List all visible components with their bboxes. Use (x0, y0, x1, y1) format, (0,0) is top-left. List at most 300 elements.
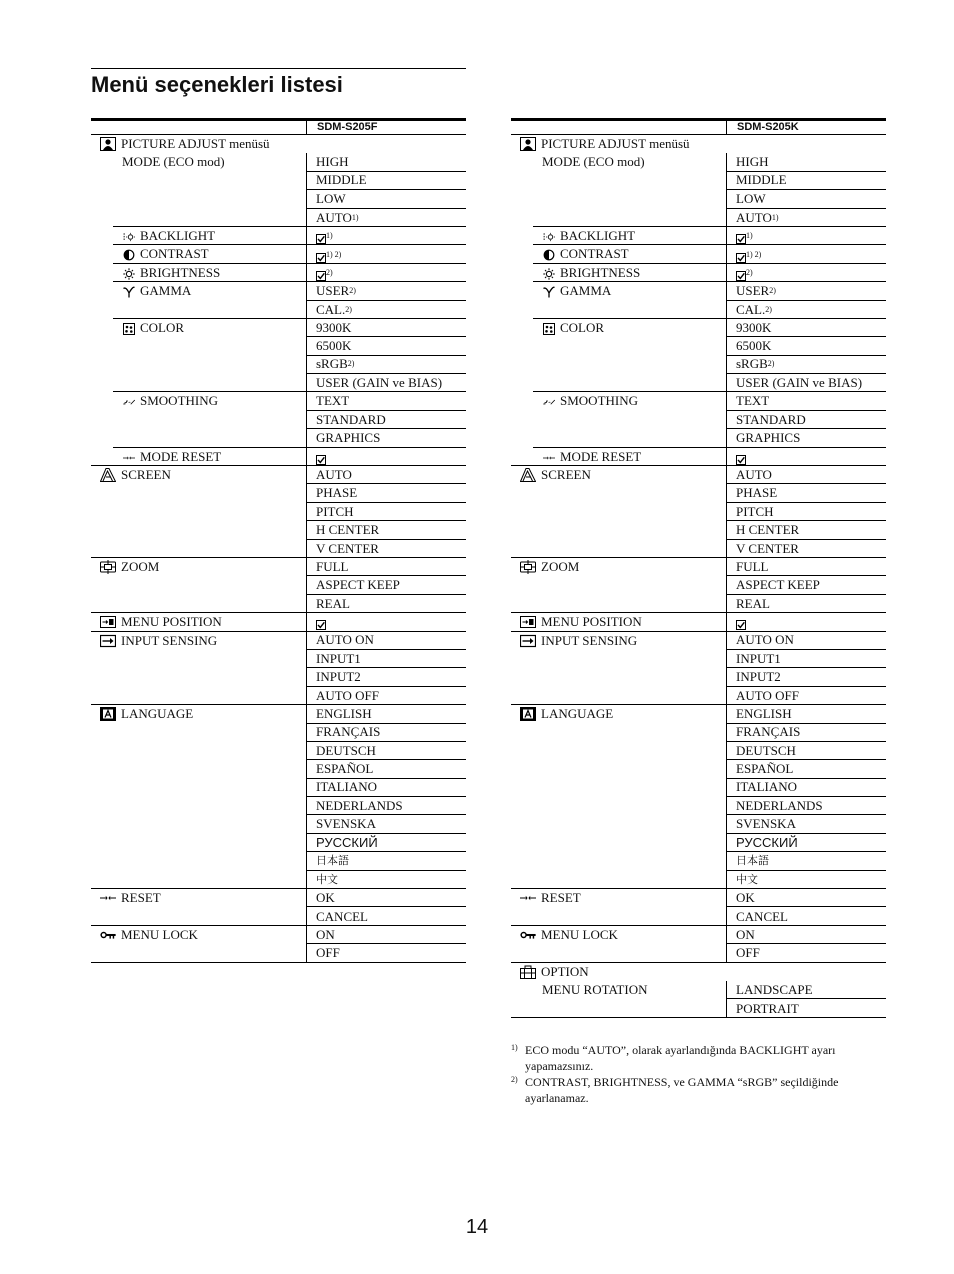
option-text: STANDARD (736, 411, 806, 427)
menu-item-label (520, 632, 637, 650)
option-text: ESPAÑOL (736, 760, 794, 776)
option-text: ENGLISH (316, 705, 372, 721)
option-value (726, 337, 886, 355)
menu-row-zoom (91, 576, 466, 594)
menu-row-language (511, 779, 886, 797)
menu-row-language (511, 871, 886, 889)
menu-row-language (511, 815, 886, 833)
option-value (306, 172, 466, 190)
option-value (726, 613, 886, 631)
option-icon (520, 965, 536, 979)
menu-item-label (543, 319, 604, 337)
option-value (726, 429, 886, 447)
option-value: CAL. 2) (306, 301, 466, 319)
menu-item-label (543, 282, 611, 300)
footnote-text: ECO modu “AUTO”, olarak ayarlandığında BACKLIGHT ayarı yapamazsınız. (525, 1043, 836, 1073)
option-text: FULL (736, 558, 769, 574)
menu-row-reset (91, 889, 466, 907)
menu-item-label (542, 153, 645, 171)
option-value: 1) (726, 227, 886, 245)
menu-item-label (520, 705, 613, 723)
menu-row-brightness (511, 264, 886, 282)
menu-row-screen (91, 521, 466, 539)
option-value (306, 484, 466, 502)
menu-row-language (91, 742, 466, 760)
menu-row-screen (91, 540, 466, 558)
menu-row-smoothing (91, 392, 466, 410)
checkbox-icon (316, 268, 326, 278)
model-name: SDM-S205F (306, 121, 378, 134)
menu-item-text: LANGUAGE (121, 706, 194, 722)
option-value (306, 521, 466, 539)
menu-item-label (123, 282, 191, 300)
option-value (726, 944, 886, 962)
menu-item-text: RESET (121, 890, 161, 906)
menu-row-mode-eco-mod (511, 190, 886, 208)
menu-row-menu-rotation (511, 999, 886, 1017)
menu-item-label (100, 135, 270, 153)
menu-item-label (100, 632, 217, 650)
option-text: ASPECT KEEP (736, 577, 820, 593)
menu-item-text: MENU ROTATION (542, 981, 648, 997)
menu-row-screen (91, 466, 466, 484)
option-value (726, 576, 886, 594)
menu-item-label (123, 392, 218, 410)
menu-item-text: GAMMA (560, 283, 612, 299)
menu-row-color (91, 319, 466, 337)
menu-row-input-sensing (91, 632, 466, 650)
option-text: LANDSCAPE (736, 981, 813, 997)
option-value (306, 576, 466, 594)
option-text: PITCH (736, 503, 774, 519)
option-value (306, 650, 466, 668)
option-value (306, 815, 466, 833)
menu-item-text: COLOR (560, 319, 605, 335)
menu-item-label (543, 448, 641, 466)
option-text: LOW (316, 190, 346, 206)
menu-row-menu-rotation (511, 981, 886, 999)
language-icon (100, 707, 116, 721)
menu-item-text: MENU POSITION (541, 614, 642, 630)
menu-item-label (123, 448, 221, 466)
option-value (306, 540, 466, 558)
gamma-icon (543, 285, 555, 297)
menu-item-label (543, 245, 629, 263)
option-value (726, 595, 886, 613)
menu-row-picture-adjust-men-s (91, 135, 466, 153)
menu-row-language (511, 724, 886, 742)
menu-row-mode-eco-mod (511, 153, 886, 171)
menu-row-language (511, 834, 886, 852)
checkbox-icon (736, 250, 746, 260)
option-value (306, 558, 466, 576)
menu-row-mode-eco-mod (91, 190, 466, 208)
menu-row-menu-position (511, 613, 886, 631)
option-text: HIGH (736, 154, 769, 170)
checkbox-icon (316, 452, 326, 462)
menu-item-text: MODE RESET (560, 448, 642, 464)
menu-item-text: COLOR (140, 319, 185, 335)
screen-icon (520, 468, 536, 482)
reset-icon (543, 451, 555, 463)
menu-row-language (91, 852, 466, 870)
menu-item-text: CONTRAST (140, 246, 209, 262)
menu-item-text: MODE RESET (140, 448, 222, 464)
option-text: USER (GAIN ve BIAS) (316, 375, 443, 391)
option-value (306, 392, 466, 410)
menu-item-text: RESET (541, 890, 581, 906)
color-icon (543, 322, 555, 334)
footnote (511, 1074, 886, 1106)
menu-row-smoothing (91, 411, 466, 429)
menu-row-gamma (511, 301, 886, 319)
option-value (726, 724, 886, 742)
option-value (306, 797, 466, 815)
option-text: CANCEL (316, 908, 368, 924)
menu-item-label (543, 264, 640, 282)
option-text: FRANÇAIS (736, 724, 801, 740)
option-text: PITCH (316, 503, 354, 519)
menu-row-color (511, 374, 886, 392)
menu-item-text: SCREEN (541, 467, 591, 483)
key-icon (520, 928, 536, 942)
menu-row-language (91, 871, 466, 889)
menu-item-label (543, 392, 638, 410)
option-text: AUTO (316, 466, 352, 482)
menu-row-language (91, 705, 466, 723)
option-value: 1) 2) (726, 245, 886, 263)
option-text: 日本語 (736, 853, 769, 867)
option-value (726, 172, 886, 190)
menu-item-text: GAMMA (140, 283, 192, 299)
option-value (726, 797, 886, 815)
input-sensing-icon (100, 634, 116, 648)
option-text: 9300K (736, 319, 772, 335)
menu-row-reset (511, 889, 886, 907)
menu-row-gamma (91, 301, 466, 319)
menu-row-mode-eco-mod (511, 209, 886, 227)
option-value: 1) 2) (306, 245, 466, 263)
option-value (306, 834, 466, 852)
option-text: H CENTER (736, 521, 800, 537)
reset-icon (123, 451, 135, 463)
menu-position-icon (520, 615, 536, 629)
menu-row-smoothing (91, 429, 466, 447)
option-value (726, 632, 886, 650)
menu-item-text: ZOOM (121, 558, 160, 574)
menu-row-contrast (91, 245, 466, 263)
menu-row-color (511, 319, 886, 337)
footnote-mark: 2) (511, 1075, 518, 1084)
menu-row-screen (91, 503, 466, 521)
option-value (726, 852, 886, 870)
zoom-icon (520, 560, 536, 574)
option-value (726, 374, 886, 392)
menu-row-language (511, 797, 886, 815)
menu-item-text: SCREEN (121, 467, 171, 483)
menu-item-text: BACKLIGHT (140, 227, 216, 243)
checkbox-icon (736, 268, 746, 278)
option-text: РУССКИЙ (736, 834, 798, 850)
menu-item-text: MODE (ECO mod) (542, 154, 645, 170)
option-value (726, 466, 886, 484)
contrast-icon (123, 248, 135, 260)
option-value (726, 981, 886, 999)
option-text: INPUT1 (736, 650, 781, 666)
option-value (726, 411, 886, 429)
menu-row-language (91, 760, 466, 778)
menu-row-picture-adjust-men-s (511, 135, 886, 153)
option-text: sRGB (316, 356, 348, 372)
menu-item-text: ZOOM (541, 558, 580, 574)
picture-icon (100, 137, 116, 151)
option-text: AUTO (736, 466, 772, 482)
option-value (306, 742, 466, 760)
option-value (306, 705, 466, 723)
menu-row-zoom (511, 595, 886, 613)
table-header (511, 118, 886, 135)
checkbox-icon (316, 617, 326, 627)
option-value (306, 668, 466, 686)
input-sensing-icon (520, 634, 536, 648)
option-text: TEXT (316, 393, 350, 409)
option-text: USER (736, 282, 770, 298)
option-value (726, 668, 886, 686)
option-value (306, 760, 466, 778)
menu-item-label (543, 227, 635, 245)
option-text: USER (316, 282, 350, 298)
language-icon (520, 707, 536, 721)
option-value (726, 742, 886, 760)
option-value: AUTO 1) (306, 209, 466, 227)
menu-row-screen (511, 466, 886, 484)
option-value (726, 558, 886, 576)
menu-item-text: PICTURE ADJUST menüsü (121, 136, 270, 151)
option-text: TEXT (736, 393, 770, 409)
menu-row-contrast (511, 245, 886, 263)
zoom-icon (100, 560, 116, 574)
menu-item-label (123, 245, 209, 263)
option-text: 中文 (736, 872, 758, 886)
option-value: 2) (726, 264, 886, 282)
option-text: ON (736, 926, 755, 942)
option-text: H CENTER (316, 521, 380, 537)
menu-table-sdm-s205f (91, 118, 466, 963)
option-text: INPUT1 (316, 650, 361, 666)
option-text: MIDDLE (736, 172, 787, 188)
option-value (306, 411, 466, 429)
option-text: AUTO ON (316, 632, 374, 648)
footnote-text: CONTRAST, BRIGHTNESS, ve GAMMA “sRGB” seçildiğinde ayarlanamaz. (525, 1075, 839, 1105)
menu-item-text: LANGUAGE (541, 706, 614, 722)
option-text: 9300K (316, 319, 352, 335)
option-value (726, 448, 886, 466)
checkbox-icon (316, 231, 326, 241)
menu-row-language (511, 742, 886, 760)
menu-row-language (91, 834, 466, 852)
smoothing-icon (123, 395, 135, 407)
backlight-icon (123, 230, 135, 242)
option-value (306, 613, 466, 631)
option-text: USER (GAIN ve BIAS) (736, 375, 863, 391)
menu-row-mode-eco-mod (91, 209, 466, 227)
menu-row-brightness (91, 264, 466, 282)
reset-icon (520, 891, 536, 905)
option-value (306, 503, 466, 521)
menu-row-language (511, 852, 886, 870)
table-header (91, 118, 466, 135)
option-value (306, 595, 466, 613)
menu-row-menu-position (91, 613, 466, 631)
menu-row-mode-eco-mod (511, 172, 886, 190)
option-value (306, 926, 466, 944)
menu-row-mode-eco-mod (91, 172, 466, 190)
option-text: DEUTSCH (736, 742, 796, 758)
menu-row-menu-lock (91, 926, 466, 944)
menu-row-color (91, 337, 466, 355)
option-text: OFF (736, 945, 760, 961)
contrast-icon (543, 248, 555, 260)
option-text: ITALIANO (316, 779, 378, 795)
option-value (726, 760, 886, 778)
menu-row-screen (511, 521, 886, 539)
brightness-icon (543, 267, 555, 279)
option-value (726, 650, 886, 668)
menu-item-label (100, 613, 222, 631)
menu-row-language (511, 705, 886, 723)
option-value (306, 779, 466, 797)
menu-row-input-sensing (511, 632, 886, 650)
option-value (726, 871, 886, 889)
option-value (726, 484, 886, 502)
option-text: ENGLISH (736, 705, 792, 721)
option-value: USER 2) (726, 282, 886, 300)
menu-item-label (520, 558, 579, 576)
table-body (511, 135, 886, 1018)
option-value (726, 889, 886, 907)
option-text: CAL. (316, 301, 346, 317)
menu-item-text: MENU POSITION (121, 614, 222, 630)
option-text: V CENTER (736, 540, 799, 556)
menu-row-menu-lock (511, 944, 886, 962)
menu-item-text: INPUT SENSING (121, 632, 218, 648)
menu-row-mode-eco-mod (91, 153, 466, 171)
backlight-icon (543, 230, 555, 242)
option-text: V CENTER (316, 540, 379, 556)
menu-row-input-sensing (511, 687, 886, 705)
option-text: PHASE (316, 485, 358, 501)
option-value (306, 466, 466, 484)
option-text: STANDARD (316, 411, 386, 427)
option-value (726, 392, 886, 410)
menu-row-screen (511, 503, 886, 521)
menu-row-color (511, 356, 886, 374)
menu-row-language (91, 724, 466, 742)
option-text: MIDDLE (316, 172, 367, 188)
menu-row-smoothing (511, 392, 886, 410)
option-text: DEUTSCH (316, 742, 376, 758)
option-text: NEDERLANDS (316, 797, 403, 813)
option-value: sRGB 2) (726, 356, 886, 374)
checkbox-icon (736, 452, 746, 462)
option-value (726, 907, 886, 925)
option-value (306, 724, 466, 742)
menu-row-smoothing (511, 429, 886, 447)
option-text: PORTRAIT (736, 1000, 799, 1016)
option-text: AUTO (316, 209, 352, 225)
menu-item-label (122, 153, 225, 171)
option-text: GRAPHICS (316, 430, 381, 446)
option-value (306, 852, 466, 870)
menu-row-gamma (511, 282, 886, 300)
menu-row-smoothing (511, 411, 886, 429)
option-value: AUTO 1) (726, 209, 886, 227)
checkbox-icon (736, 231, 746, 241)
option-text: SVENSKA (316, 816, 376, 832)
option-text: AUTO ON (736, 632, 794, 648)
table-body (91, 135, 466, 963)
option-text: OFF (316, 945, 340, 961)
option-value (306, 632, 466, 650)
option-text: GRAPHICS (736, 430, 801, 446)
menu-row-mode-reset (91, 448, 466, 466)
menu-item-text: SMOOTHING (140, 393, 218, 409)
menu-row-language (91, 779, 466, 797)
key-icon (100, 928, 116, 942)
option-text: AUTO (736, 209, 772, 225)
page-title: Menü seçenekleri listesi (91, 72, 343, 97)
option-text: CAL. (736, 301, 766, 317)
option-text: AUTO OFF (316, 687, 379, 703)
footnotes (511, 1042, 886, 1106)
menu-item-label (100, 705, 193, 723)
option-text: 日本語 (316, 853, 349, 867)
menu-row-input-sensing (511, 668, 886, 686)
menu-row-language (511, 760, 886, 778)
option-text: ITALIANO (736, 779, 798, 795)
menu-item-label (100, 466, 171, 484)
color-icon (123, 322, 135, 334)
option-value (726, 779, 886, 797)
option-value: 1) (306, 227, 466, 245)
reset-icon (100, 891, 116, 905)
menu-row-zoom (511, 558, 886, 576)
model-name: SDM-S205K (726, 121, 799, 134)
menu-item-text: BRIGHTNESS (140, 264, 221, 280)
brightness-icon (123, 267, 135, 279)
menu-item-label (520, 926, 618, 944)
option-text: INPUT2 (316, 669, 361, 685)
option-value (306, 429, 466, 447)
option-text: ESPAÑOL (316, 760, 374, 776)
option-value (306, 871, 466, 889)
menu-row-screen (511, 484, 886, 502)
option-value (726, 687, 886, 705)
menu-row-language (91, 815, 466, 833)
option-text: INPUT2 (736, 669, 781, 685)
option-text: HIGH (316, 154, 349, 170)
option-text: REAL (316, 595, 350, 611)
menu-item-label (520, 466, 591, 484)
menu-item-text: BACKLIGHT (560, 227, 636, 243)
menu-position-icon (100, 615, 116, 629)
checkbox-icon (316, 250, 326, 260)
menu-item-label (100, 558, 159, 576)
menu-row-color (91, 374, 466, 392)
option-value: sRGB 2) (306, 356, 466, 374)
menu-item-label (123, 264, 220, 282)
menu-row-menu-lock (511, 926, 886, 944)
